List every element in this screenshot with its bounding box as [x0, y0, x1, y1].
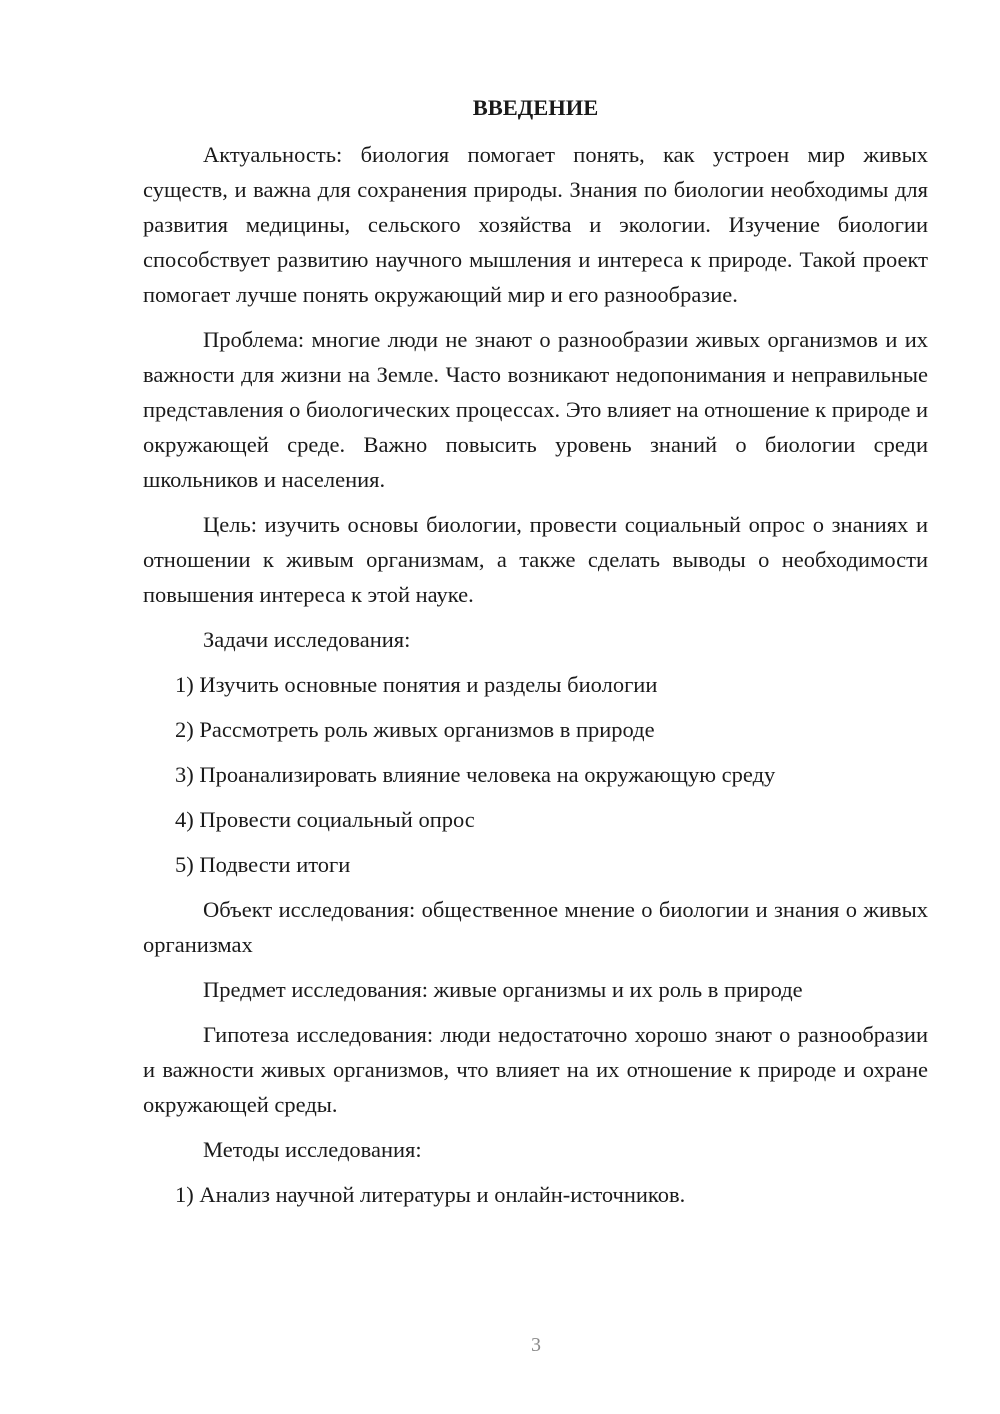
method-item-1: 1) Анализ научной литературы и онлайн-источников.	[175, 1182, 686, 1207]
document-page	[143, 90, 928, 1222]
page-number: 3	[531, 1334, 541, 1356]
object-paragraph: Объект исследования: общественное мнение о биологии и знания о живых организмах	[143, 897, 928, 957]
task-item-2: 2) Рассмотреть роль живых организмов в природе	[175, 717, 655, 742]
problem-paragraph: Проблема: многие люди не знают о разнообразии живых организмов и их важности для жизни на Земле. Часто возникают недопонимания и неправильные представления о биологических процессах. Это влияет на отношение к природе и окружающей среде. Важно повысить уровень знаний о биологии среди школьников и населения.	[143, 327, 928, 492]
methods-heading: Методы исследования:	[203, 1137, 422, 1162]
subject-paragraph: Предмет исследования: живые организмы и их роль в природе	[203, 977, 803, 1002]
task-item-1: 1) Изучить основные понятия и разделы биологии	[175, 672, 658, 697]
tasks-heading: Задачи исследования:	[203, 627, 411, 652]
relevance-paragraph: Актуальность: биология помогает понять, как устроен мир живых существ, и важна для сохранения природы. Знания по биологии необходимы для развития медицины, сельского хозяйства и экологии. Изучение биологии способствует развитию научного мышления и интереса к природе. Такой проект помогает лучше понять окружающий мир и его разнообразие.	[143, 142, 928, 307]
section-title: ВВЕДЕНИЕ	[472, 95, 599, 120]
goal-paragraph: Цель: изучить основы биологии, провести социальный опрос о знаниях и отношении к живым организмам, а также сделать выводы о необходимости повышения интереса к этой науке.	[143, 512, 928, 607]
task-item-4: 4) Провести социальный опрос	[175, 807, 475, 832]
task-item-3: 3) Проанализировать влияние человека на окружающую среду	[175, 762, 776, 787]
task-item-5: 5) Подвести итоги	[175, 852, 351, 877]
hypothesis-paragraph: Гипотеза исследования: люди недостаточно хорошо знают о разнообразии и важности живых организмов, что влияет на их отношение к природе и охране окружающей среды.	[143, 1022, 928, 1117]
